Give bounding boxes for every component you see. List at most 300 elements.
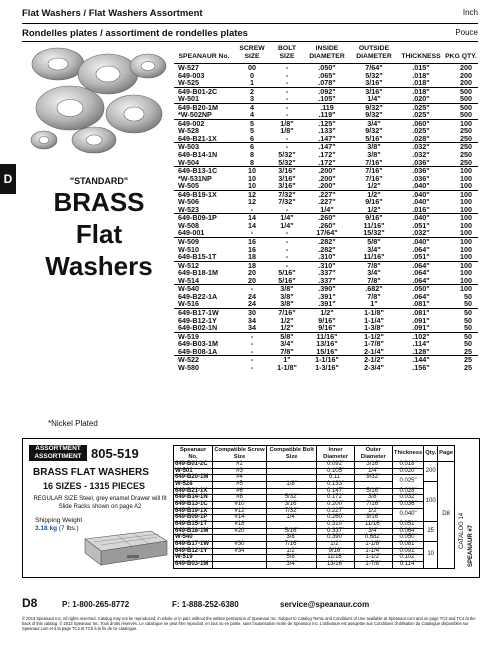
part-number: 649-B14-1N — [178, 150, 218, 160]
table-cell: 5/8" — [280, 331, 294, 341]
table-cell: 3/4" — [266, 561, 316, 568]
table-cell: 1/2" — [320, 307, 334, 317]
part-number: W-522 — [178, 355, 200, 365]
page-footer — [22, 598, 478, 612]
table-cell: .227" — [318, 189, 336, 199]
part-number: 649-B21-1X — [174, 135, 234, 143]
table-cell: 3/4" — [367, 268, 381, 278]
part-number: 649-B18-1M — [178, 268, 218, 278]
table-cell: 1-1/8" — [354, 541, 392, 548]
table-cell — [213, 555, 267, 562]
table-cell: 0 — [250, 70, 254, 80]
table-cell: 00 — [248, 63, 256, 72]
standard-label: "STANDARD" — [69, 176, 129, 186]
part-number: W-504 — [174, 159, 234, 167]
table-cell: .064" — [412, 291, 430, 301]
table-cell: 1/2" — [350, 206, 398, 214]
table-row — [174, 79, 478, 87]
table-cell: 4 — [234, 111, 270, 119]
table-cell: 50 — [464, 331, 472, 341]
table-cell: 11/16" — [354, 521, 392, 528]
table-cell: 250 — [460, 150, 472, 160]
assortment-row — [174, 508, 455, 515]
header-title-fr: Rondelles plates / assortiment de rondelles plates — [22, 28, 248, 39]
table-cell: .064" — [412, 260, 430, 270]
brass-washers-image — [30, 44, 168, 154]
table-cell: 250 — [460, 142, 472, 152]
table-cell — [266, 462, 316, 469]
table-cell: 5/8" — [266, 555, 316, 562]
table-cell: 0.105" — [317, 468, 354, 475]
table-cell: 3/4" — [354, 528, 392, 535]
table-cell: 1/4" — [266, 515, 316, 522]
part-number: W-519 — [178, 331, 200, 341]
table-cell: 1/4" — [280, 213, 294, 223]
table-cell: 100 — [460, 284, 472, 294]
table-row — [174, 253, 478, 261]
table-cell: .018" — [412, 70, 430, 80]
table-cell: 1/4" — [350, 95, 398, 103]
assortment-label — [29, 445, 87, 461]
table-cell: 1/2" — [266, 548, 316, 555]
table-cell: 8 — [250, 150, 254, 160]
table-cell: #30 — [213, 541, 267, 548]
table-cell: 0.200" — [317, 501, 354, 508]
part-number: 649-B13-1C — [174, 501, 213, 508]
table-cell: - — [285, 86, 289, 96]
table-cell: 5/8" — [367, 237, 381, 247]
table-cell: 100 — [460, 118, 472, 128]
part-number: W-528 — [178, 126, 200, 136]
table-cell: 500 — [444, 95, 478, 103]
table-cell: 0.260" — [317, 515, 354, 522]
table-cell: 3/16" — [350, 79, 398, 87]
table-cell: .020" — [398, 95, 444, 103]
table-cell: .025" — [412, 102, 430, 112]
table-cell: 1/8" — [280, 118, 294, 128]
part-number: 649-003 — [178, 70, 205, 80]
part-number: 649-B15-1T — [174, 253, 234, 261]
table-cell: .091" — [412, 315, 430, 325]
table-cell: .032" — [412, 150, 430, 160]
table-cell: 1/2" — [280, 315, 294, 325]
email-link[interactable]: service@speanaur.com — [280, 600, 370, 609]
table-cell: 7/16" — [266, 541, 316, 548]
table-cell: 200 — [460, 63, 472, 72]
table-cell: 100 — [460, 197, 472, 207]
table-cell: 0.390" — [317, 535, 354, 542]
table-cell: 3/8" — [367, 142, 381, 152]
table-cell: 2-3/4" — [364, 362, 384, 372]
nickel-plated-note: *Nickel Plated — [48, 419, 98, 428]
part-number: 649-001 — [174, 229, 234, 237]
table-cell: 0.147" — [317, 488, 354, 495]
table-cell: 20 — [248, 268, 256, 278]
table-cell: .016" — [398, 206, 444, 214]
assortment-table — [173, 445, 455, 569]
table-cell: .036" — [412, 173, 430, 183]
table-cell: .040" — [412, 213, 430, 223]
table-cell: .200" — [318, 173, 336, 183]
table-cell — [213, 561, 267, 568]
table-cell: .102" — [412, 331, 430, 341]
part-number: 649-B21-1X — [174, 488, 213, 495]
table-cell: 200 — [444, 79, 478, 87]
table-cell: 3/16" — [365, 86, 383, 96]
table-cell: 5 — [250, 118, 254, 128]
table-cell: 18 — [248, 260, 256, 270]
part-number: 649-B18-1M — [174, 528, 213, 535]
table-cell: - — [285, 237, 289, 247]
table-cell: .015" — [412, 63, 430, 72]
table-cell: .040" — [412, 189, 430, 199]
table-cell: 500 — [444, 111, 478, 119]
assortment-row — [174, 468, 455, 475]
table-cell: 1/8" — [266, 481, 316, 488]
table-cell: 0.018" — [392, 462, 423, 469]
table-cell: 3/16" — [278, 166, 296, 176]
part-number: W-540 — [178, 284, 200, 294]
table-cell: 24 — [248, 291, 256, 301]
table-cell: - — [250, 355, 254, 365]
table-cell: 1-1/8" — [364, 307, 384, 317]
table-cell: 250 — [444, 135, 478, 143]
table-cell: 1/2" — [354, 508, 392, 515]
table-cell: 11/16" — [363, 220, 385, 230]
table-cell: 5/16" — [354, 488, 392, 495]
table-cell: 5/16" — [350, 135, 398, 143]
part-number: 649-B08-1A — [174, 348, 234, 356]
table-cell: .156" — [412, 362, 430, 372]
table-cell: .036" — [398, 159, 444, 167]
header-unit-en: Inch — [462, 8, 478, 17]
table-cell: 1 — [234, 79, 270, 87]
table-cell: .050" — [318, 63, 336, 72]
part-number: W-508 — [178, 220, 200, 230]
table-cell: 25 — [424, 521, 438, 541]
header-title-en: Flat Washers / Flat Washers Assortment — [22, 8, 203, 19]
table-cell: #12 — [213, 508, 267, 515]
table-cell: 9/32" — [365, 126, 383, 136]
table-cell: 10 — [234, 182, 270, 190]
table-cell: .018" — [412, 86, 430, 96]
table-cell: 100 — [424, 481, 438, 521]
table-cell: - — [234, 229, 270, 237]
table-cell: 20 — [234, 277, 270, 285]
table-cell: 0.337" — [317, 528, 354, 535]
table-cell: 0.036" — [392, 501, 423, 508]
part-number: W-580 — [178, 362, 200, 372]
table-cell: 5/32" — [365, 70, 383, 80]
table-cell: 3/8" — [354, 495, 392, 502]
table-cell: - — [250, 284, 254, 294]
table-cell: 0.051" — [392, 521, 423, 528]
table-cell: 3/8" — [280, 291, 294, 301]
part-number: 649-B19-1X — [178, 189, 217, 199]
table-cell: 12 — [248, 189, 256, 199]
table-cell: 7/16" — [350, 159, 398, 167]
table-cell: 50 — [444, 324, 478, 332]
table-cell: 7/8" — [367, 260, 381, 270]
table-cell: .310" — [318, 260, 336, 270]
table-cell: 1-1/4" — [364, 315, 384, 325]
part-number: 649-B17-1W — [178, 307, 219, 317]
table-cell: 1/8" — [280, 126, 294, 136]
table-cell: 0.092" — [317, 462, 354, 469]
table-cell: .065" — [318, 70, 336, 80]
part-number: W-509 — [178, 237, 200, 247]
table-cell: .119" — [304, 111, 350, 119]
table-cell: 34 — [248, 315, 256, 325]
table-cell: 100 — [460, 173, 472, 183]
table-cell: .040" — [412, 197, 430, 207]
table-cell: 10 — [248, 173, 256, 183]
table-cell: 7/8" — [270, 348, 304, 356]
table-cell: - — [234, 206, 270, 214]
part-number: *W-502NP — [174, 111, 234, 119]
table-cell: 100 — [444, 253, 478, 261]
table-cell: .391" — [318, 291, 336, 301]
table-cell: 0.040" — [392, 508, 423, 521]
table-cell: 7/64" — [365, 63, 383, 72]
assortment-column-header: Qty. — [424, 446, 438, 462]
table-cell: .050" — [412, 284, 430, 294]
assortment-description: REGULAR SIZE Steel, grey enamel Drawer will fit Slide Racks shown on page A2 — [33, 496, 167, 510]
product-title-line3: Washers — [45, 251, 153, 281]
part-number: W-512 — [178, 260, 200, 270]
table-cell: 3/4" — [280, 339, 294, 349]
column-header: SCREW SIZE — [234, 44, 270, 64]
table-cell: 100 — [460, 268, 472, 278]
table-cell: 9/32" — [350, 111, 398, 119]
part-number: W-516 — [174, 300, 234, 308]
table-cell: 100 — [460, 260, 472, 270]
table-cell: 100 — [444, 277, 478, 285]
table-cell: 1/4" — [304, 206, 350, 214]
part-number: 649-002 — [178, 118, 205, 128]
part-number: W-527 — [178, 63, 200, 72]
table-cell: .172" — [318, 150, 336, 160]
table-cell: 13/16" — [316, 339, 338, 349]
product-title-block — [24, 160, 174, 282]
table-cell: 0.682" — [354, 535, 392, 542]
table-cell: .051" — [398, 253, 444, 261]
table-cell: 5/16" — [278, 268, 296, 278]
table-cell: 1/2" — [270, 324, 304, 332]
table-cell: 9/32" — [365, 102, 383, 112]
part-number: 649-B20-1M — [174, 475, 213, 482]
table-cell: 24 — [234, 300, 270, 308]
table-cell: 1" — [350, 300, 398, 308]
table-cell: 2 — [250, 86, 254, 96]
table-cell: 50 — [464, 307, 472, 317]
assortment-label-en: ASSORTMENT — [35, 445, 81, 452]
table-cell: D8 — [438, 462, 455, 569]
table-cell: 5 — [250, 126, 254, 136]
catalog-code: CATALOG 14 — [459, 512, 465, 549]
assortment-column-header: Outer Diameter — [354, 446, 392, 462]
table-cell: #18 — [213, 521, 267, 528]
table-cell: 34 — [234, 324, 270, 332]
table-cell: 0.102" — [392, 555, 423, 562]
table-cell: 1-3/16" — [315, 362, 339, 372]
shipping-weight-label: Shipping Weight — [35, 517, 83, 524]
table-cell: 18 — [234, 253, 270, 261]
part-number: 649-B13-1C — [178, 166, 218, 176]
table-cell: - — [270, 229, 304, 237]
table-cell: .060" — [412, 118, 430, 128]
table-cell: - — [234, 348, 270, 356]
assortment-row — [174, 501, 455, 508]
page-header — [22, 8, 478, 19]
table-cell: .260" — [318, 220, 336, 230]
table-cell: 100 — [460, 166, 472, 176]
table-cell: 0.050" — [392, 535, 423, 542]
table-cell: 0.11" — [317, 475, 354, 482]
table-cell: 11/16" — [317, 555, 354, 562]
part-number: 649-B19-1X — [174, 508, 213, 515]
table-cell: 250 — [460, 126, 472, 136]
brand-code: SPEANAUR #7 — [468, 524, 474, 567]
table-cell: 0.133" — [317, 481, 354, 488]
table-cell: .337" — [318, 268, 336, 278]
table-cell: - — [250, 339, 254, 349]
part-number: 649-B01-2C — [178, 86, 218, 96]
table-cell: #8 — [213, 495, 267, 502]
table-cell: .391" — [304, 300, 350, 308]
table-cell: .064" — [412, 244, 430, 254]
part-number: W-506 — [178, 197, 200, 207]
table-cell: 1-7/8" — [354, 561, 392, 568]
table-body — [174, 64, 478, 372]
assortment-box — [22, 438, 480, 578]
table-cell: 100 — [460, 220, 472, 230]
table-cell: 3/4" — [367, 244, 381, 254]
part-number: 649-B20-1M — [178, 102, 218, 112]
table-cell: .128" — [398, 348, 444, 356]
table-cell: 9/16" — [318, 315, 336, 325]
shipping-weight-kg: 3.18 kg — [35, 525, 58, 532]
table-cell: 9/16" — [354, 515, 392, 522]
table-cell: #3 — [213, 468, 267, 475]
table-cell: 7/16" — [365, 166, 383, 176]
table-cell: .091" — [398, 324, 444, 332]
table-cell: .682" — [365, 284, 383, 294]
table-cell: 200 — [460, 70, 472, 80]
page-header-fr — [22, 28, 478, 39]
table-cell: 0.028" — [392, 488, 423, 495]
table-cell: - — [270, 253, 304, 261]
table-cell: 7/8" — [367, 291, 381, 301]
table-cell: 1-1/16" — [315, 355, 339, 365]
table-cell: 1/4" — [280, 220, 294, 230]
part-number: 649-B17-1W — [174, 541, 213, 548]
part-number: W-514 — [174, 277, 234, 285]
table-cell: .064" — [398, 277, 444, 285]
table-cell: 15/16" — [304, 348, 350, 356]
assortment-number: 805-519 — [91, 446, 139, 461]
table-cell: .200" — [304, 182, 350, 190]
table-cell: 5/32" — [270, 159, 304, 167]
table-row — [174, 324, 478, 332]
table-cell: 7/32" — [278, 189, 296, 199]
part-number: 649-B09-1P — [178, 213, 217, 223]
table-cell: .147" — [318, 142, 336, 152]
table-cell: 0.081" — [392, 541, 423, 548]
table-cell: .119 — [320, 102, 334, 112]
part-number: 649-B03-1M — [174, 561, 213, 568]
part-number: W-501 — [174, 95, 234, 103]
part-number: W-528 — [174, 481, 213, 488]
table-cell: 17/64" — [304, 229, 350, 237]
table-cell: 16 — [248, 244, 256, 254]
assortment-row — [174, 475, 455, 482]
table-cell: 7/8" — [350, 277, 398, 285]
table-cell: 9/16" — [365, 197, 383, 207]
table-cell: 1-1/2" — [364, 331, 384, 341]
table-cell: .040" — [412, 237, 430, 247]
table-cell: 0.310" — [317, 521, 354, 528]
table-cell: 30 — [248, 307, 256, 317]
table-cell: .078" — [304, 79, 350, 87]
table-cell: #6 — [213, 488, 267, 495]
table-cell: 7/32" — [266, 508, 316, 515]
header-divider-2 — [22, 41, 478, 42]
table-cell: 7/32" — [278, 197, 296, 207]
table-cell: 0.091" — [392, 548, 423, 555]
table-cell: .282" — [318, 237, 336, 247]
table-cell: .390" — [318, 284, 336, 294]
table-cell: 0.032" — [392, 495, 423, 502]
part-number: W-540 — [174, 535, 213, 542]
part-number: 649-B03-1M — [178, 339, 218, 349]
assortment-column-header: Inner Diameter — [317, 446, 354, 462]
table-cell: 3/8" — [270, 300, 304, 308]
table-cell: 1" — [283, 355, 291, 365]
header-unit-fr: Pouce — [455, 28, 478, 37]
table-cell: 100 — [444, 229, 478, 237]
table-cell: 3/8" — [280, 284, 294, 294]
table-cell: 0.025" — [392, 475, 423, 488]
table-cell: #4 — [213, 475, 267, 482]
table-cell: .051" — [412, 220, 430, 230]
table-cell: .144" — [412, 355, 430, 365]
table-cell: 1-3/8" — [350, 324, 398, 332]
table-cell: 200 — [424, 462, 438, 482]
table-cell: .025" — [412, 126, 430, 136]
washer-spec-table — [174, 44, 478, 371]
table-cell: - — [285, 260, 289, 270]
table-cell: 25 — [444, 348, 478, 356]
table-cell: 6 — [250, 142, 254, 152]
section-tab: D — [0, 164, 16, 194]
table-cell: 8 — [234, 159, 270, 167]
table-cell: 15/32" — [350, 229, 398, 237]
table-cell: .114" — [412, 339, 430, 349]
table-cell: 14 — [248, 213, 256, 223]
table-cell: 7/16" — [365, 173, 383, 183]
fine-print: © 2013 Speanaur Inc. All rights reserved. Catalog may not be reproduced, in whole or in part, without the written permission of Speanaur Inc. Subject to Catalog Terms and Conditions of Use available at Speanaur.com and on page TC3 and TC4 at the back of this catalog. © 2013 Speanaur Inc. Tous droits réservés. Le catalogue ne peut être reproduit, en tout ou en partie, sans l'autorisation écrite de Speanaur Inc. L'utilisation est assujettie aux Conditions d'utilisation du Catalogue disponibles sur Speanaur.com et à la page TC4 et TC5 à la fin de ce catalogue. — [22, 616, 476, 631]
table-cell: 25 — [464, 362, 472, 372]
part-number: 649-B12-1Y — [174, 548, 213, 555]
page-number: D8 — [22, 596, 38, 610]
table-cell: 6 — [234, 135, 270, 143]
table-cell: 9/16" — [304, 324, 350, 332]
table-cell: 50 — [444, 300, 478, 308]
table-cell: 500 — [460, 102, 472, 112]
table-cell: 100 — [444, 182, 478, 190]
table-cell: .282" — [318, 244, 336, 254]
